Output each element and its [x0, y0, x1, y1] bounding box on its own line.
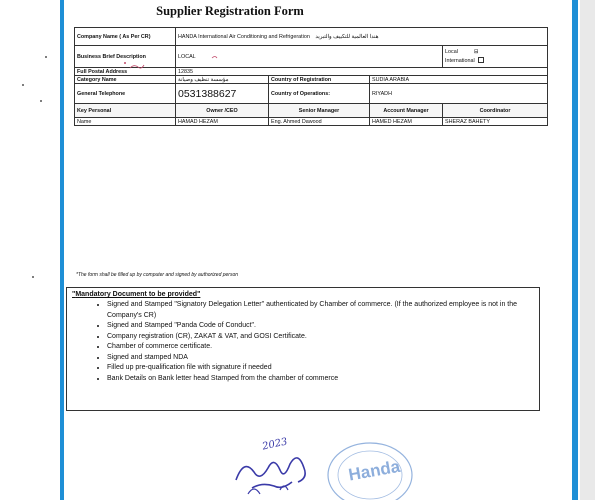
- company-name-label: Company Name ( As Per CR): [75, 28, 176, 46]
- list-item: • Company registration (CR), ZAKAT & VAT, and GOSI Certificate.: [107, 332, 539, 343]
- postal-value: 12835: [176, 68, 548, 76]
- international-option: [445, 57, 545, 66]
- local-checkbox: ⊟: [473, 48, 479, 55]
- coordinator-name: SHERAZ BAHETY: [443, 118, 548, 126]
- personnel-name-row: [75, 118, 548, 126]
- category-value: مؤسسة تنظيف وصيانة: [176, 76, 269, 84]
- personnel-header-senior: Senior Manager: [269, 104, 370, 118]
- list-item: • Signed and stamped NDA: [107, 353, 539, 364]
- left-border-line: [60, 0, 64, 500]
- owner-name: HAMAD HEZAM: [176, 118, 269, 126]
- mandatory-documents-box: [66, 287, 540, 411]
- country-ops-label: Country of Operations:: [269, 84, 370, 104]
- pen-scribble: [100, 40, 300, 70]
- mandatory-title-text: Mandatory Document to be provided: [75, 291, 198, 298]
- international-option-label: International: [445, 57, 475, 64]
- stamp-text: Handa: [347, 456, 402, 485]
- international-checkbox: [478, 57, 484, 63]
- signature-year: 2023: [261, 436, 289, 453]
- company-name-en: HANDA International Air Conditioning and Refrigeration: [178, 33, 310, 40]
- speck: [124, 62, 126, 64]
- category-label: Category Name: [75, 76, 176, 84]
- list-item: • Filled up pre-qualification file with signature if needed: [107, 363, 539, 374]
- speck: [40, 100, 42, 102]
- handwritten-signature: [230, 430, 330, 500]
- telephone-label: General Telephone: [75, 84, 176, 104]
- telephone-row: [75, 84, 548, 104]
- country-ops-value: RIYADH: [370, 84, 548, 104]
- category-row: [75, 76, 548, 84]
- list-item: • Bank Details on Bank letter head Stamped from the chamber of commerce: [107, 374, 539, 385]
- right-page-edge: [580, 0, 595, 500]
- senior-manager-name: Eng. Ahmed Dawood: [269, 118, 370, 126]
- speck: [22, 84, 24, 86]
- speck: [45, 56, 47, 58]
- mandatory-documents-list: [67, 300, 539, 384]
- personnel-header-owner: Owner /CEO: [176, 104, 269, 118]
- business-desc-label: Business Brief Description: [75, 46, 176, 68]
- personnel-name-label: Name: [75, 118, 176, 126]
- local-option: [445, 48, 545, 57]
- telephone-value: 0531388627: [176, 84, 269, 104]
- personnel-header-key: Key Personal: [75, 104, 176, 118]
- form-title: Supplier Registration Form: [156, 4, 304, 18]
- scope-options: [443, 46, 548, 68]
- mandatory-documents-title: "Mandatory Document to be provided": [72, 291, 201, 298]
- list-item: • Signed and Stamped "Panda Code of Conduct".: [107, 321, 539, 332]
- business-desc-value: LOCAL: [176, 46, 443, 68]
- list-item: • Chamber of commerce certificate.: [107, 342, 539, 353]
- country-reg-value: SUDIA ARABIA: [370, 76, 548, 84]
- speck: [32, 276, 34, 278]
- personnel-header-row: [75, 104, 548, 118]
- personnel-header-account: Account Manager: [370, 104, 443, 118]
- country-reg-label: Country of Registration: [269, 76, 370, 84]
- local-option-label: Local: [445, 48, 458, 55]
- company-stamp: [325, 435, 415, 500]
- right-border-line: [572, 0, 578, 500]
- personnel-header-coordinator: Coordinator: [443, 104, 548, 118]
- form-note: *The form shall be filled up by computer and signed by authorized person: [76, 272, 239, 278]
- company-name-ar: هندا العالمية للتكييف والتبريد: [315, 33, 379, 40]
- postal-label: Full Postal Address: [75, 68, 176, 76]
- list-item: • Signed and Stamped "Signatory Delegation Letter" authenticated by Chamber of commerce. (If the authorized employee is not in the Company's CR): [107, 300, 539, 321]
- account-manager-name: HAMED HEZAM: [370, 118, 443, 126]
